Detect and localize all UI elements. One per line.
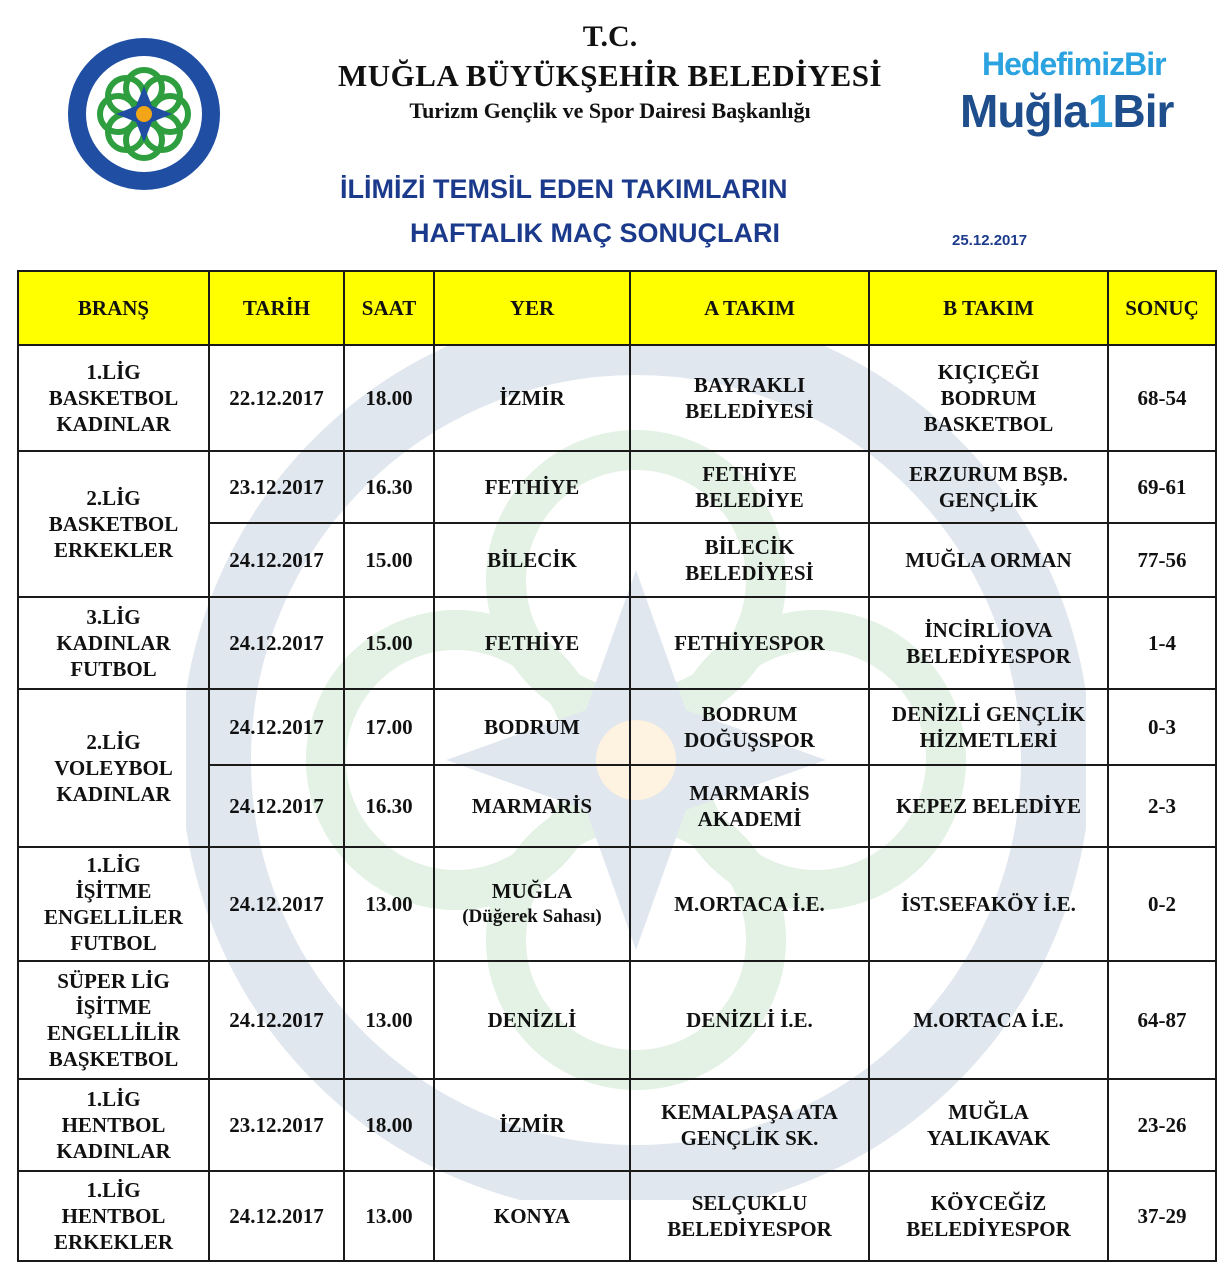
cell-yer: [434, 345, 630, 451]
cell-a-takim: [630, 961, 869, 1079]
slogan-logo: [960, 44, 1200, 138]
cell-b-takim: [869, 689, 1108, 765]
cell-yer-line: MUĞLA: [491, 879, 573, 903]
cell-sonuc: 64-87: [1108, 961, 1216, 1079]
header-organization: MUĞLA BÜYÜKŞEHİR BELEDİYESİ: [337, 58, 883, 93]
cell-sonuc: 37-29: [1108, 1171, 1216, 1261]
cell-tarih: 24.12.2017: [209, 1171, 344, 1261]
table-body: [18, 345, 1216, 1261]
cell-sonuc: 1-4: [1108, 597, 1216, 689]
cell-saat: 13.00: [344, 961, 434, 1079]
cell-tarih: 24.12.2017: [209, 597, 344, 689]
cell-brans-line: HENTBOL: [61, 1113, 166, 1137]
cell-brans: [18, 345, 209, 451]
title-line-2: HAFTALIK MAÇ SONUÇLARI: [410, 218, 780, 248]
cell-sonuc: 68-54: [1108, 345, 1216, 451]
cell-b-takim-line: KIÇIÇEĞI: [937, 360, 1040, 384]
cell-b-takim-line: BASKETBOL: [923, 412, 1054, 436]
cell-yer-line: BODRUM: [484, 715, 580, 739]
cell-brans: [18, 451, 209, 597]
cell-tarih: 22.12.2017: [209, 345, 344, 451]
cell-b-takim: [869, 1171, 1108, 1261]
cell-b-takim-line: YALIKAVAK: [926, 1126, 1051, 1150]
cell-brans: [18, 597, 209, 689]
cell-a-takim: [630, 689, 869, 765]
results-table: [17, 270, 1217, 1262]
cell-brans-line: BASKETBOL: [48, 386, 179, 410]
header-tc: T.C.: [582, 20, 638, 53]
cell-brans-line: KADINLAR: [56, 782, 171, 806]
cell-yer-line: FETHİYE: [484, 631, 580, 655]
cell-yer: [434, 689, 630, 765]
cell-brans-line: 1.LİG: [86, 853, 141, 877]
table-row: [18, 689, 1216, 765]
cell-saat: 18.00: [344, 345, 434, 451]
cell-yer-line: DENİZLİ: [487, 1008, 577, 1032]
cell-b-takim: [869, 1079, 1108, 1171]
cell-b-takim: [869, 597, 1108, 689]
cell-brans-line: KADINLAR: [56, 1139, 171, 1163]
cell-b-takim-line: HİZMETLERİ: [919, 728, 1058, 752]
cell-a-takim: [630, 345, 869, 451]
cell-yer-line: MARMARİS: [471, 794, 593, 818]
slogan-bir: Bir: [1112, 85, 1174, 137]
cell-saat: 13.00: [344, 1171, 434, 1261]
cell-yer-line: İZMİR: [499, 386, 565, 410]
cell-b-takim: [869, 523, 1108, 597]
cell-yer: [434, 1171, 630, 1261]
cell-a-takim: [630, 1171, 869, 1261]
cell-yer-line: İZMİR: [499, 1113, 565, 1137]
cell-yer: [434, 1079, 630, 1171]
cell-sonuc: 0-3: [1108, 689, 1216, 765]
column-header-tarih: TARİH: [209, 271, 344, 345]
cell-tarih: 24.12.2017: [209, 847, 344, 961]
cell-brans: [18, 689, 209, 847]
cell-a-takim-line: BELEDİYESİ: [685, 399, 814, 423]
cell-brans-line: VOLEYBOL: [54, 756, 173, 780]
cell-brans-line: 1.LİG: [86, 360, 141, 384]
cell-b-takim-line: ERZURUM BŞB.: [909, 462, 1068, 486]
cell-b-takim-line: BODRUM: [940, 386, 1037, 410]
column-header-b-takim: B TAKIM: [869, 271, 1108, 345]
cell-b-takim-line: İST.SEFAKÖY İ.E.: [901, 892, 1076, 916]
cell-a-takim-line: GENÇLİK SK.: [680, 1126, 819, 1150]
cell-brans: [18, 961, 209, 1079]
cell-brans-line: 1.LİG: [86, 1087, 141, 1111]
cell-brans-line: BASKETBOL: [48, 512, 179, 536]
cell-sonuc: 23-26: [1108, 1079, 1216, 1171]
column-header-yer: YER: [434, 271, 630, 345]
municipality-logo: [66, 36, 222, 192]
cell-a-takim: [630, 597, 869, 689]
cell-b-takim-line: M.ORTACA İ.E.: [913, 1008, 1064, 1032]
table-row: [18, 961, 1216, 1079]
cell-a-takim: [630, 451, 869, 523]
cell-b-takim: [869, 765, 1108, 847]
cell-brans-line: ENGELLİLİR: [46, 1021, 181, 1045]
cell-brans-line: KADINLAR: [56, 631, 171, 655]
cell-sonuc: 77-56: [1108, 523, 1216, 597]
cell-yer: [434, 847, 630, 961]
cell-saat: 15.00: [344, 597, 434, 689]
cell-b-takim: [869, 961, 1108, 1079]
cell-yer-line: (Düğerek Sahası): [462, 906, 602, 927]
column-header-a-takim: A TAKIM: [630, 271, 869, 345]
cell-brans-line: ERKEKLER: [53, 1230, 174, 1254]
cell-b-takim-line: MUĞLA ORMAN: [905, 548, 1072, 572]
cell-brans-line: İŞİTME: [75, 879, 152, 903]
cell-brans-line: FUTBOL: [70, 931, 157, 955]
cell-a-takim-line: BELEDİYESİ: [685, 561, 814, 585]
cell-brans-line: 1.LİG: [86, 1178, 141, 1202]
slogan-mugla: Muğla: [960, 85, 1088, 137]
cell-tarih: 24.12.2017: [209, 765, 344, 847]
cell-b-takim-line: DENİZLİ GENÇLİK: [891, 702, 1086, 726]
cell-brans-line: ERKEKLER: [53, 538, 174, 562]
table-row: [18, 597, 1216, 689]
column-header-saat: SAAT: [344, 271, 434, 345]
cell-saat: 17.00: [344, 689, 434, 765]
cell-tarih: 24.12.2017: [209, 523, 344, 597]
cell-brans: [18, 847, 209, 961]
table-row: [18, 451, 1216, 523]
cell-a-takim: [630, 765, 869, 847]
header-department: Turizm Gençlik ve Spor Dairesi Başkanlığı: [409, 98, 811, 123]
cell-b-takim-line: İNCİRLİOVA: [924, 618, 1053, 642]
cell-brans-line: FUTBOL: [70, 657, 157, 681]
cell-b-takim-line: KEPEZ BELEDİYE: [896, 794, 1081, 818]
table-row: [18, 1079, 1216, 1171]
cell-sonuc: 69-61: [1108, 451, 1216, 523]
cell-a-takim-line: SELÇUKLU: [691, 1191, 808, 1215]
header: [290, 18, 930, 126]
table-row: [18, 847, 1216, 961]
cell-yer: [434, 765, 630, 847]
table-row: [18, 1171, 1216, 1261]
slogan-line-2: [960, 84, 1200, 138]
cell-sonuc: 2-3: [1108, 765, 1216, 847]
cell-a-takim-line: M.ORTACA İ.E.: [674, 892, 825, 916]
cell-b-takim-line: BELEDİYESPOR: [906, 1217, 1071, 1241]
cell-a-takim: [630, 523, 869, 597]
cell-tarih: 24.12.2017: [209, 961, 344, 1079]
cell-b-takim-line: GENÇLİK: [938, 488, 1039, 512]
slogan-line-1: HedefimizBir: [982, 46, 1166, 82]
cell-a-takim-line: AKADEMİ: [697, 807, 802, 831]
cell-a-takim-line: BAYRAKLI: [693, 373, 806, 397]
cell-saat: 16.30: [344, 451, 434, 523]
cell-saat: 13.00: [344, 847, 434, 961]
report-date: 25.12.2017: [952, 232, 1028, 249]
cell-brans: [18, 1171, 209, 1261]
cell-saat: 16.30: [344, 765, 434, 847]
column-header-sonuc: SONUÇ: [1108, 271, 1216, 345]
cell-yer: [434, 961, 630, 1079]
cell-yer: [434, 451, 630, 523]
cell-tarih: 23.12.2017: [209, 1079, 344, 1171]
cell-yer-line: BİLECİK: [487, 548, 577, 572]
cell-b-takim: [869, 345, 1108, 451]
cell-brans-line: KADINLAR: [56, 412, 171, 436]
cell-a-takim-line: BİLECİK: [704, 535, 795, 559]
cell-yer-line: FETHİYE: [484, 475, 580, 499]
cell-a-takim-line: DENİZLİ İ.E.: [686, 1008, 813, 1032]
cell-a-takim-line: KEMALPAŞA ATA: [661, 1100, 838, 1124]
cell-brans-line: HENTBOL: [61, 1204, 166, 1228]
cell-a-takim-line: FETHİYE: [702, 462, 797, 486]
table-header-row: [18, 271, 1216, 345]
cell-b-takim: [869, 451, 1108, 523]
cell-a-takim-line: FETHİYESPOR: [674, 631, 825, 655]
cell-b-takim-line: BELEDİYESPOR: [906, 644, 1071, 668]
column-header-brans: BRANŞ: [18, 271, 209, 345]
cell-a-takim: [630, 1079, 869, 1171]
cell-a-takim-line: BELEDİYESPOR: [667, 1217, 832, 1241]
cell-a-takim: [630, 847, 869, 961]
cell-yer: [434, 523, 630, 597]
cell-sonuc: 0-2: [1108, 847, 1216, 961]
title-line-1: İLİMİZİ TEMSİL EDEN TAKIMLARIN: [340, 174, 788, 204]
cell-a-takim-line: DOĞUŞSPOR: [684, 728, 815, 752]
cell-brans-line: ENGELLİLER: [44, 905, 183, 929]
cell-a-takim-line: BODRUM: [701, 702, 798, 726]
cell-b-takim-line: MUĞLA: [948, 1100, 1029, 1124]
cell-brans-line: SÜPER LİG: [57, 969, 170, 993]
cell-b-takim-line: KÖYCEĞİZ: [930, 1191, 1047, 1215]
cell-brans-line: 2.LİG: [86, 730, 141, 754]
cell-brans-line: 2.LİG: [86, 486, 141, 510]
cell-saat: 15.00: [344, 523, 434, 597]
cell-brans-line: İŞİTME: [75, 995, 152, 1019]
cell-a-takim-line: BELEDİYE: [695, 488, 804, 512]
cell-brans-line: BAŞKETBOL: [48, 1047, 179, 1071]
cell-tarih: 24.12.2017: [209, 689, 344, 765]
cell-yer-line: KONYA: [493, 1204, 571, 1228]
cell-b-takim: [869, 847, 1108, 961]
slogan-one: 1: [1087, 85, 1113, 137]
table-row: [18, 345, 1216, 451]
cell-saat: 18.00: [344, 1079, 434, 1171]
cell-brans-line: 3.LİG: [86, 605, 141, 629]
cell-a-takim-line: MARMARİS: [689, 781, 810, 805]
cell-yer: [434, 597, 630, 689]
cell-brans: [18, 1079, 209, 1171]
cell-tarih: 23.12.2017: [209, 451, 344, 523]
